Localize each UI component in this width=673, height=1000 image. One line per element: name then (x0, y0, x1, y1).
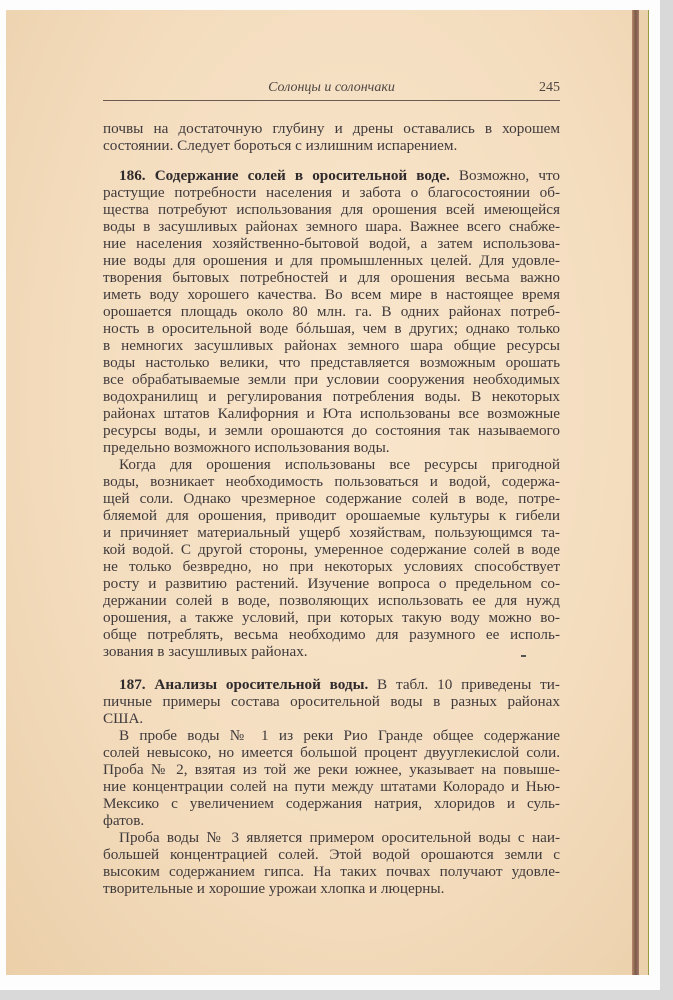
text-line (103, 303, 560, 320)
text-line (103, 710, 560, 727)
text-line (103, 473, 560, 490)
line-text: В пробе воды № 1 из реки Рио Гранде общее содержание (119, 727, 560, 744)
text-line (103, 693, 560, 710)
text-line (103, 120, 560, 137)
line-text: кой водой. С другой стороны, умеренное содержание солей в воде (103, 541, 560, 558)
line-text: солей невысоко, но имеется большой процент двууглекислой соли. (103, 744, 560, 761)
text-line (103, 354, 560, 371)
text-line (103, 676, 560, 693)
text-line (103, 218, 560, 235)
line-text: обще потреблять, весьма необходимо для разумного ее исполь- (103, 626, 560, 643)
line-text: Проба № 2, взятая из той же реки южнее, указывает на повыше- (103, 761, 560, 778)
text-line (103, 727, 560, 744)
line-text: большей концентрацией солей. Этой водой орошаются земли с (103, 846, 560, 863)
line-text: воды в засушливых районах земного шара. Важнее всего снабже- (103, 218, 560, 235)
line-text: орошается площадь около 80 млн. га. В одних районах потреб- (103, 303, 560, 320)
line-text: фатов. (103, 812, 145, 829)
text-line (103, 643, 560, 660)
line-text: ние населения хозяйственно-бытовой водой, а затем использова- (103, 235, 560, 252)
text-line (103, 167, 560, 184)
text-line (103, 507, 560, 524)
line-text: орошения, а также условий, при которых такую воду можно во- (103, 609, 560, 626)
line-text: в немногих засушливых районах земного шара общие ресурсы (103, 337, 560, 354)
section-heading: 187. Анализы оросительной воды. (119, 676, 369, 693)
line-text: ние воды для орошения и для промышленных целей. Для удовле- (103, 252, 560, 269)
text-line (103, 626, 560, 643)
text-line (103, 201, 560, 218)
line-text: бляемой для орошения, приводит орошаемые культуры к гибели (103, 507, 560, 524)
line-text: Возможно, что (449, 167, 560, 184)
text-line (103, 744, 560, 761)
line-text: зования в засушливых районах. (103, 643, 308, 660)
line-text: районах штатов Калифорния и Юта использованы все возможные (103, 405, 560, 422)
line-text: воды, возникает необходимость пользоваться и водой, содержа- (103, 473, 560, 490)
line-text: состоянии. Следует бороться с излишним испарением. (103, 137, 458, 154)
line-text: щей соли. Однако чрезмерное содержание солей в воде, потре- (103, 490, 560, 507)
text-line (103, 422, 560, 439)
line-text: водохранилищ и регулирования потребления воды. В некоторых (103, 388, 560, 405)
line-text: Проба воды № 3 является примером оросительной воды с наи- (119, 829, 560, 846)
text-line (103, 269, 560, 286)
text-line (103, 524, 560, 541)
text-line (103, 575, 560, 592)
line-text: растущие потребности населения и забота о благосостоянии об- (103, 184, 560, 201)
running-title: Солонцы и солончаки (268, 80, 395, 95)
text-line (103, 137, 560, 154)
line-text: все обрабатываемые земли при условии сооружения необходимых (103, 371, 560, 388)
text-line (103, 252, 560, 269)
text-line (103, 320, 560, 337)
text-line (103, 337, 560, 354)
text-line (103, 184, 560, 201)
text-line (103, 846, 560, 863)
text-line (103, 456, 560, 473)
line-text: держании солей в воде, позволяющих использовать ее для нужд (103, 592, 560, 609)
line-text: воды настолько велики, что представляется возможным орошать (103, 354, 560, 371)
running-header (103, 80, 560, 101)
body-text (103, 120, 560, 897)
text-line (103, 880, 560, 897)
line-text: ресурсы воды, и земли орошаются до состояния так называемого (103, 422, 560, 439)
page-edge-outer (639, 10, 649, 975)
text-line (103, 812, 560, 829)
line-text: не только безвредно, но при некоторых условиях способствует (103, 558, 560, 575)
print-speck (521, 655, 526, 657)
text-line (103, 778, 560, 795)
line-text: ние концентрации солей на пути между штатами Колорадо и Нью- (103, 778, 560, 795)
text-line (103, 592, 560, 609)
line-text: иметь воду хорошего качества. Во всем мире в настоящее время (103, 286, 560, 303)
text-line (103, 388, 560, 405)
text-line (103, 863, 560, 880)
line-text: Когда для орошения использованы все ресурсы пригодной (119, 456, 560, 473)
line-text: почвы на достаточную глубину и дрены оставались в хорошем (103, 120, 560, 137)
line-text: творения бытовых потребностей и для орошения весьма важно (103, 269, 560, 286)
line-text: США. (103, 710, 144, 727)
line-text: творительные и хорошие урожаи хлопка и люцерны. (103, 880, 445, 897)
text-line (103, 286, 560, 303)
text-line (103, 439, 560, 456)
text-line (103, 609, 560, 626)
line-text: росту и развитию растений. Изучение вопроса о предельном со- (103, 575, 560, 592)
line-text: высоким содержанием гипса. На таких почвах получают удовле- (103, 863, 560, 880)
text-line (103, 490, 560, 507)
text-line (103, 761, 560, 778)
page-edge (632, 10, 639, 975)
text-line (103, 829, 560, 846)
line-text: щества потребуют использования для орошения всей имеющейся (103, 201, 560, 218)
line-text: пичные примеры состава оросительной воды в разных районах (103, 693, 560, 710)
section-heading: 186. Содержание солей в оросительной воде. (119, 167, 450, 184)
text-line (103, 795, 560, 812)
line-text: ность в оросительной воде бóльшая, чем в других; однако только (103, 320, 560, 337)
line-text: Мексико с увеличением содержания натрия, хлоридов и суль- (103, 795, 560, 812)
text-line (103, 371, 560, 388)
text-line (103, 235, 560, 252)
text-line (103, 541, 560, 558)
line-text: и причиняет материальный ущерб хозяйствам, пользующимся та- (103, 524, 560, 541)
line-text: В табл. 10 приведены ти- (368, 676, 560, 693)
text-line (103, 405, 560, 422)
page-number: 245 (539, 80, 560, 95)
text-line (103, 558, 560, 575)
line-text: предельно возможного использования воды. (103, 439, 390, 456)
